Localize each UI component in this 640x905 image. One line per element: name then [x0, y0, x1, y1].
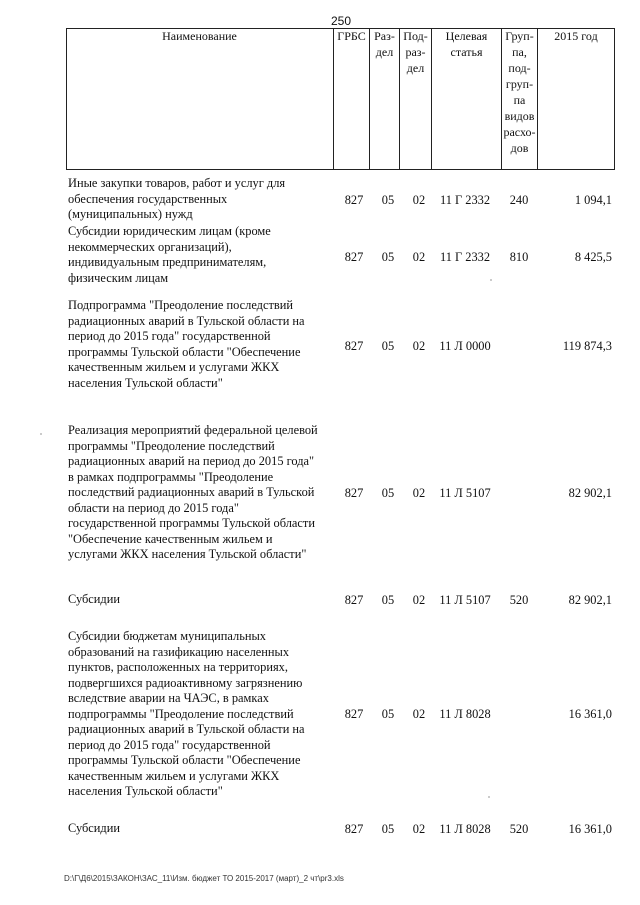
row-razdel: 05: [381, 193, 395, 207]
header-divider: [537, 28, 538, 170]
row-statya: 11 Л 5107: [439, 593, 491, 607]
row-grbs: 827: [344, 707, 364, 721]
row-statya: 11 Л 5107: [439, 486, 491, 500]
row-description: Иные закупки товаров, работ и услуг для обеспечения государственных (муниципальных) нужд: [68, 176, 286, 221]
row-grbs: 827: [344, 339, 364, 353]
file-path-footer: D:\Г\Д6\2015\ЗАКОН\ЗАС_11\Изм. бюджет ТО 2015-2017 (март)_2 чт\pr3.xls: [64, 874, 344, 883]
row-statya: 11 Л 8028: [439, 707, 491, 721]
row-statya: 11 Г 2332: [439, 193, 491, 207]
header-divider: [333, 28, 334, 170]
row-sum: 82 902,1: [568, 593, 612, 607]
scan-speck: [488, 796, 490, 798]
row-gruppa: 520: [509, 593, 529, 607]
scan-speck: [40, 433, 42, 435]
row-description: Субсидии: [68, 821, 120, 835]
row-gruppa: 240: [509, 193, 529, 207]
row-podrazdel: 02: [412, 822, 426, 836]
row-sum: 82 902,1: [568, 486, 612, 500]
row-sum: 119 874,3: [562, 339, 612, 353]
header-border-left: [66, 28, 67, 170]
row-description: Субсидии: [68, 592, 120, 606]
row-grbs: 827: [344, 193, 364, 207]
row-statya: 11 Л 8028: [439, 822, 491, 836]
row-razdel: 05: [381, 339, 395, 353]
row-grbs: 827: [344, 593, 364, 607]
row-grbs: 827: [344, 486, 364, 500]
row-gruppa: 520: [509, 822, 529, 836]
row-sum: 16 361,0: [568, 822, 612, 836]
row-description: Субсидии юридическим лицам (кроме некоммерческих организаций), индивидуальным предпринимателям, физическим лицам: [68, 224, 271, 285]
row-sum: 8 425,5: [574, 250, 612, 264]
row-podrazdel: 02: [412, 593, 426, 607]
header-razdel: Раз- дел: [374, 29, 395, 59]
row-gruppa: 810: [509, 250, 529, 264]
row-grbs: 827: [344, 250, 364, 264]
row-description: Субсидии бюджетам муниципальных образований на газификацию населенных пунктов, расположенных на территориях, подвергшихся радиоактивному загрязнению вследствие аварии на ЧАЭС, в рамках подпрограммы "Преодоление последствий радиационных аварий в Тульской области на период до 2015 года" государственной программы Тульской области "Обеспечение качественным жильем и услугами ЖКХ населения Тульской области": [68, 629, 305, 798]
header-statya: Целевая статья: [445, 29, 488, 59]
row-podrazdel: 02: [412, 193, 426, 207]
header-podrazdel: Под- раз- дел: [403, 29, 428, 75]
header-year: 2015 год: [554, 29, 598, 43]
row-statya: 11 Л 0000: [439, 339, 491, 353]
row-grbs: 827: [344, 822, 364, 836]
row-razdel: 05: [381, 707, 395, 721]
row-description: Реализация мероприятий федеральной целевой программы "Преодоление последствий радиационных аварий на период до 2015 года" в рамках подпрограммы "Преодоление последствий радиационных аварий в Тульской области на период до 2015 года" государственной программы Тульской области "Обеспечение качественным жильем и услугами ЖКХ населения Тульской области": [68, 423, 318, 561]
header-border-right: [614, 28, 615, 170]
page-number: 250: [331, 14, 352, 28]
header-name: Наименование: [162, 29, 237, 43]
row-statya: 11 Г 2332: [439, 250, 491, 264]
row-razdel: 05: [381, 593, 395, 607]
row-podrazdel: 02: [412, 707, 426, 721]
row-podrazdel: 02: [412, 486, 426, 500]
table-header: [66, 28, 615, 170]
header-grbs: ГРБС: [337, 29, 366, 43]
scan-speck: [490, 279, 492, 281]
row-razdel: 05: [381, 822, 395, 836]
row-sum: 1 094,1: [574, 193, 612, 207]
row-sum: 16 361,0: [568, 707, 612, 721]
row-description: Подпрограмма "Преодоление последствий радиационных аварий в Тульской области на период до 2015 года" государственной программы Тульской области "Обеспечение качественным жильем и услугами ЖКХ населения Тульской области": [68, 298, 305, 390]
row-podrazdel: 02: [412, 339, 426, 353]
row-razdel: 05: [381, 250, 395, 264]
row-podrazdel: 02: [412, 250, 426, 264]
header-gruppa: Груп- па, под- груп- па видов расхо- дов: [503, 29, 536, 155]
header-border-bottom: [66, 169, 615, 170]
row-razdel: 05: [381, 486, 395, 500]
